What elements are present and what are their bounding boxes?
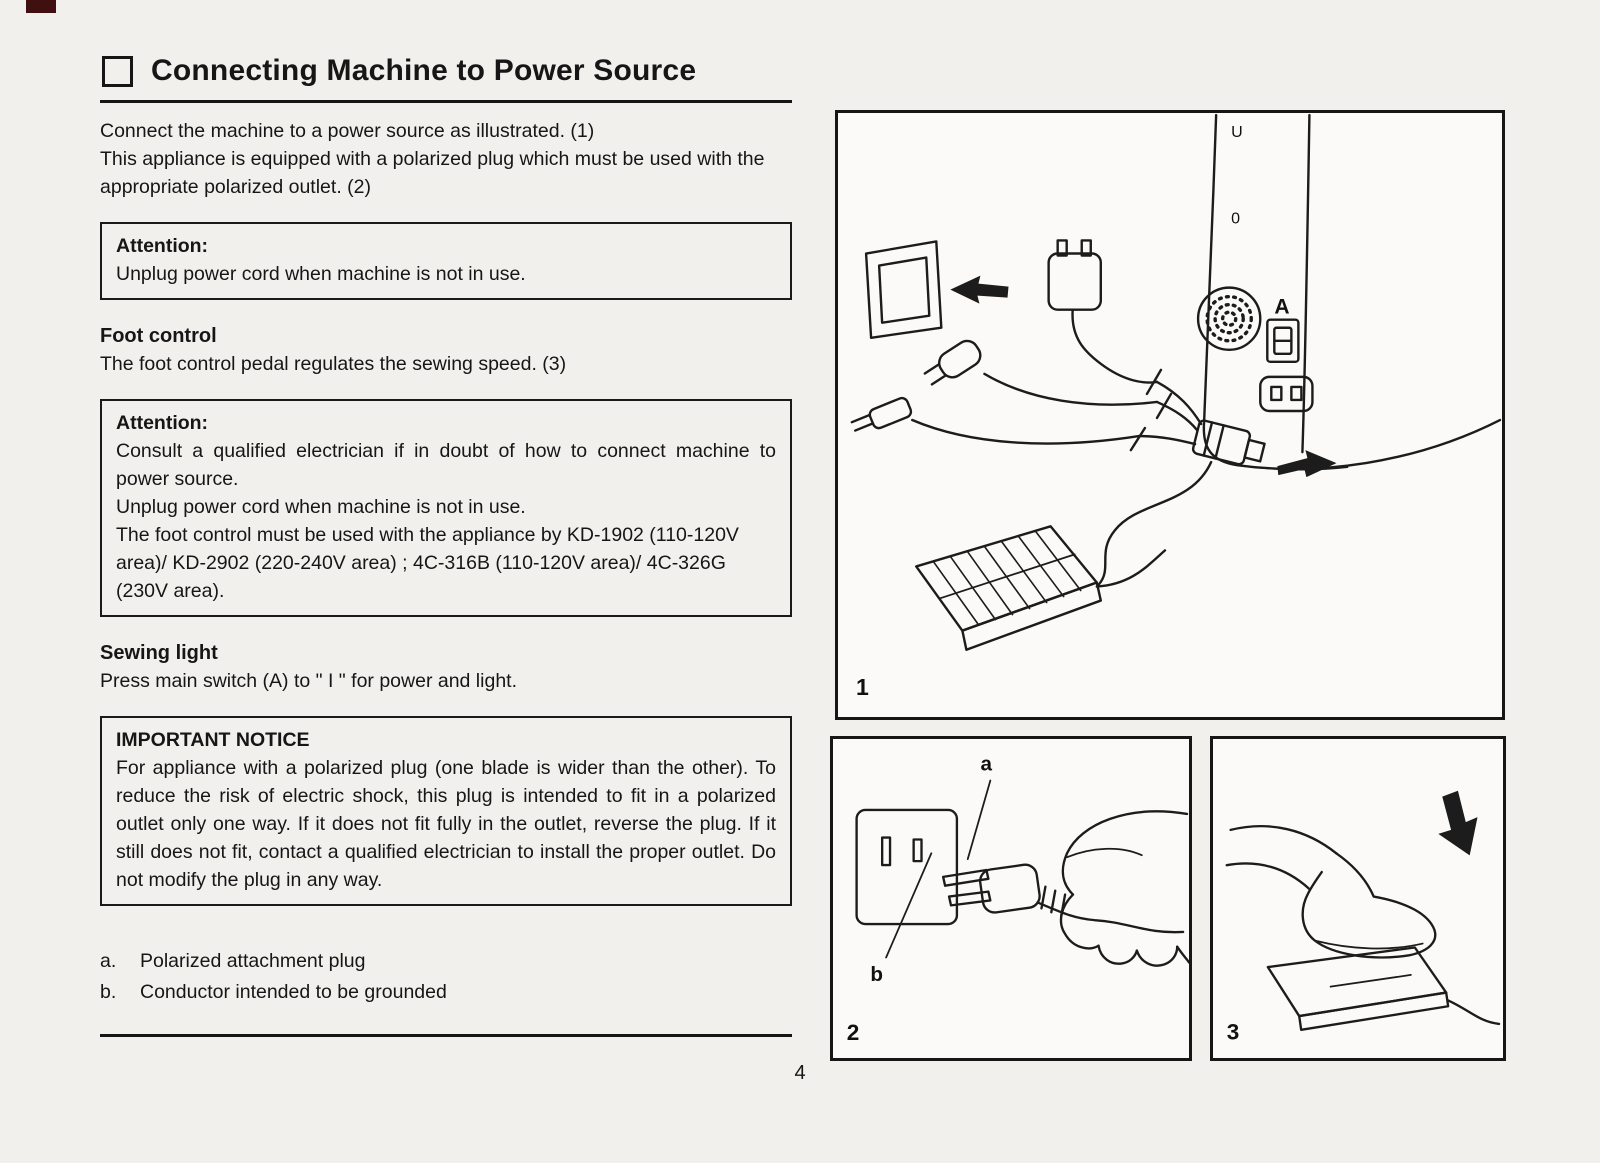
leader-a [968, 780, 991, 859]
figure-1-number: 1 [856, 673, 869, 700]
foot-control-heading: Foot control [100, 325, 217, 347]
title-row [102, 54, 792, 88]
arrow-down-icon [1438, 791, 1477, 856]
page-title: Connecting Machine to Power Source [151, 54, 697, 87]
label-a: a [980, 752, 992, 776]
legend-key-a: a. [100, 950, 117, 972]
switch-label-a: A [1274, 295, 1290, 319]
arrow-left-icon [950, 276, 1008, 304]
foot-control-body: The foot control pedal regulates the sewing speed. (3) [100, 353, 567, 375]
figure-2-number: 2 [846, 1020, 860, 1046]
legend-text-b: Conductor intended to be grounded [140, 981, 447, 1003]
pedal-cord [1448, 1000, 1499, 1024]
machine-mark-mid: 0 [1231, 209, 1241, 228]
pedal-cord-out [1097, 550, 1165, 586]
foot-pedal-illustration [1213, 739, 1503, 1058]
text-column [100, 50, 792, 1037]
important-notice-box [100, 716, 792, 906]
arrow-right-icon [1277, 450, 1336, 477]
intro-line-1: Connect the machine to a power source as illustrated. (1) [100, 120, 595, 142]
attention-para-2: Unplug power cord when machine is not in use. [116, 496, 526, 518]
plug-cord [1038, 902, 1184, 932]
power-switch-icon [1267, 320, 1298, 362]
euro-plug-icon [922, 337, 985, 391]
figure-3-number: 3 [1226, 1019, 1240, 1045]
hand-icon [1061, 811, 1189, 965]
foot-pedal-icon [916, 526, 1101, 649]
leader-b [886, 853, 931, 957]
attention-para-3: The foot control must be used with the appliance by KD-1902 (110-120V area)/ KD-2902 (220-240V area) ; 4C-316B (110-120V area)/ 4C-326G (230V area). [116, 524, 739, 602]
page-number: 4 [794, 1062, 806, 1084]
machine-power-illustration [838, 113, 1502, 717]
leg-icon [1227, 826, 1337, 889]
attention-heading: Attention: [116, 235, 209, 257]
intro-rest: This appliance is equipped with a polarized plug which must be used with the appropriate polarized outlet. (2) [100, 148, 765, 198]
machine-mark-top: U [1231, 123, 1243, 142]
polarized-plug-illustration [833, 739, 1189, 1058]
sewing-light-heading: Sewing light [100, 642, 218, 664]
uk-plug-icon [1049, 240, 1101, 309]
foot-pedal-icon [1268, 947, 1448, 1029]
us-plug-cord [912, 420, 1139, 444]
title-checkbox-icon [102, 56, 133, 87]
scan-artifact [26, 0, 56, 13]
attention-box-short [100, 222, 792, 300]
pedal-cord [1099, 462, 1211, 584]
attention-heading-2: Attention: [116, 412, 209, 434]
attention-body: Unplug power cord when machine is not in use. [116, 263, 526, 285]
us-plug-icon [850, 396, 912, 437]
legend-text-a: Polarized attachment plug [140, 950, 366, 972]
plug-body-icon [979, 863, 1042, 914]
label-b: b [870, 963, 883, 987]
outlet-icon [857, 810, 957, 924]
machine-crease [1302, 115, 1309, 452]
legend-item-a [100, 946, 792, 977]
legend-key-b: b. [100, 981, 117, 1003]
figure-3-panel [1210, 736, 1506, 1061]
figure-1-panel [835, 110, 1505, 720]
intro-paragraph [100, 117, 792, 201]
title-rule [100, 100, 792, 103]
figure-2-panel [830, 736, 1192, 1061]
sewing-light-body: Press main switch (A) to " I " for power and light. [100, 670, 517, 692]
important-notice-body: For appliance with a polarized plug (one blade is wider than the other). To reduce the risk of electric shock, this plug is intended to fit in a polarized outlet only one way. If it does not fit fully in the outlet, reverse the plug. If it still does not fit, contact a qualified electrician to install the proper outlet. Do not modify the plug in any way. [116, 757, 776, 891]
important-notice-heading: IMPORTANT NOTICE [116, 729, 310, 751]
attention-box-long [100, 399, 792, 617]
uk-plug-cord [1073, 310, 1157, 383]
bottom-rule [100, 1034, 792, 1037]
wall-outlet-icon [866, 241, 941, 337]
cord-break-mark [1131, 428, 1145, 450]
attention-para-1: Consult a qualified electrician if in doubt of how to connect machine to power source. [116, 440, 776, 490]
machine-front-edge [1204, 115, 1500, 469]
legend-item-b [100, 977, 792, 1008]
legend-list [100, 946, 792, 1008]
